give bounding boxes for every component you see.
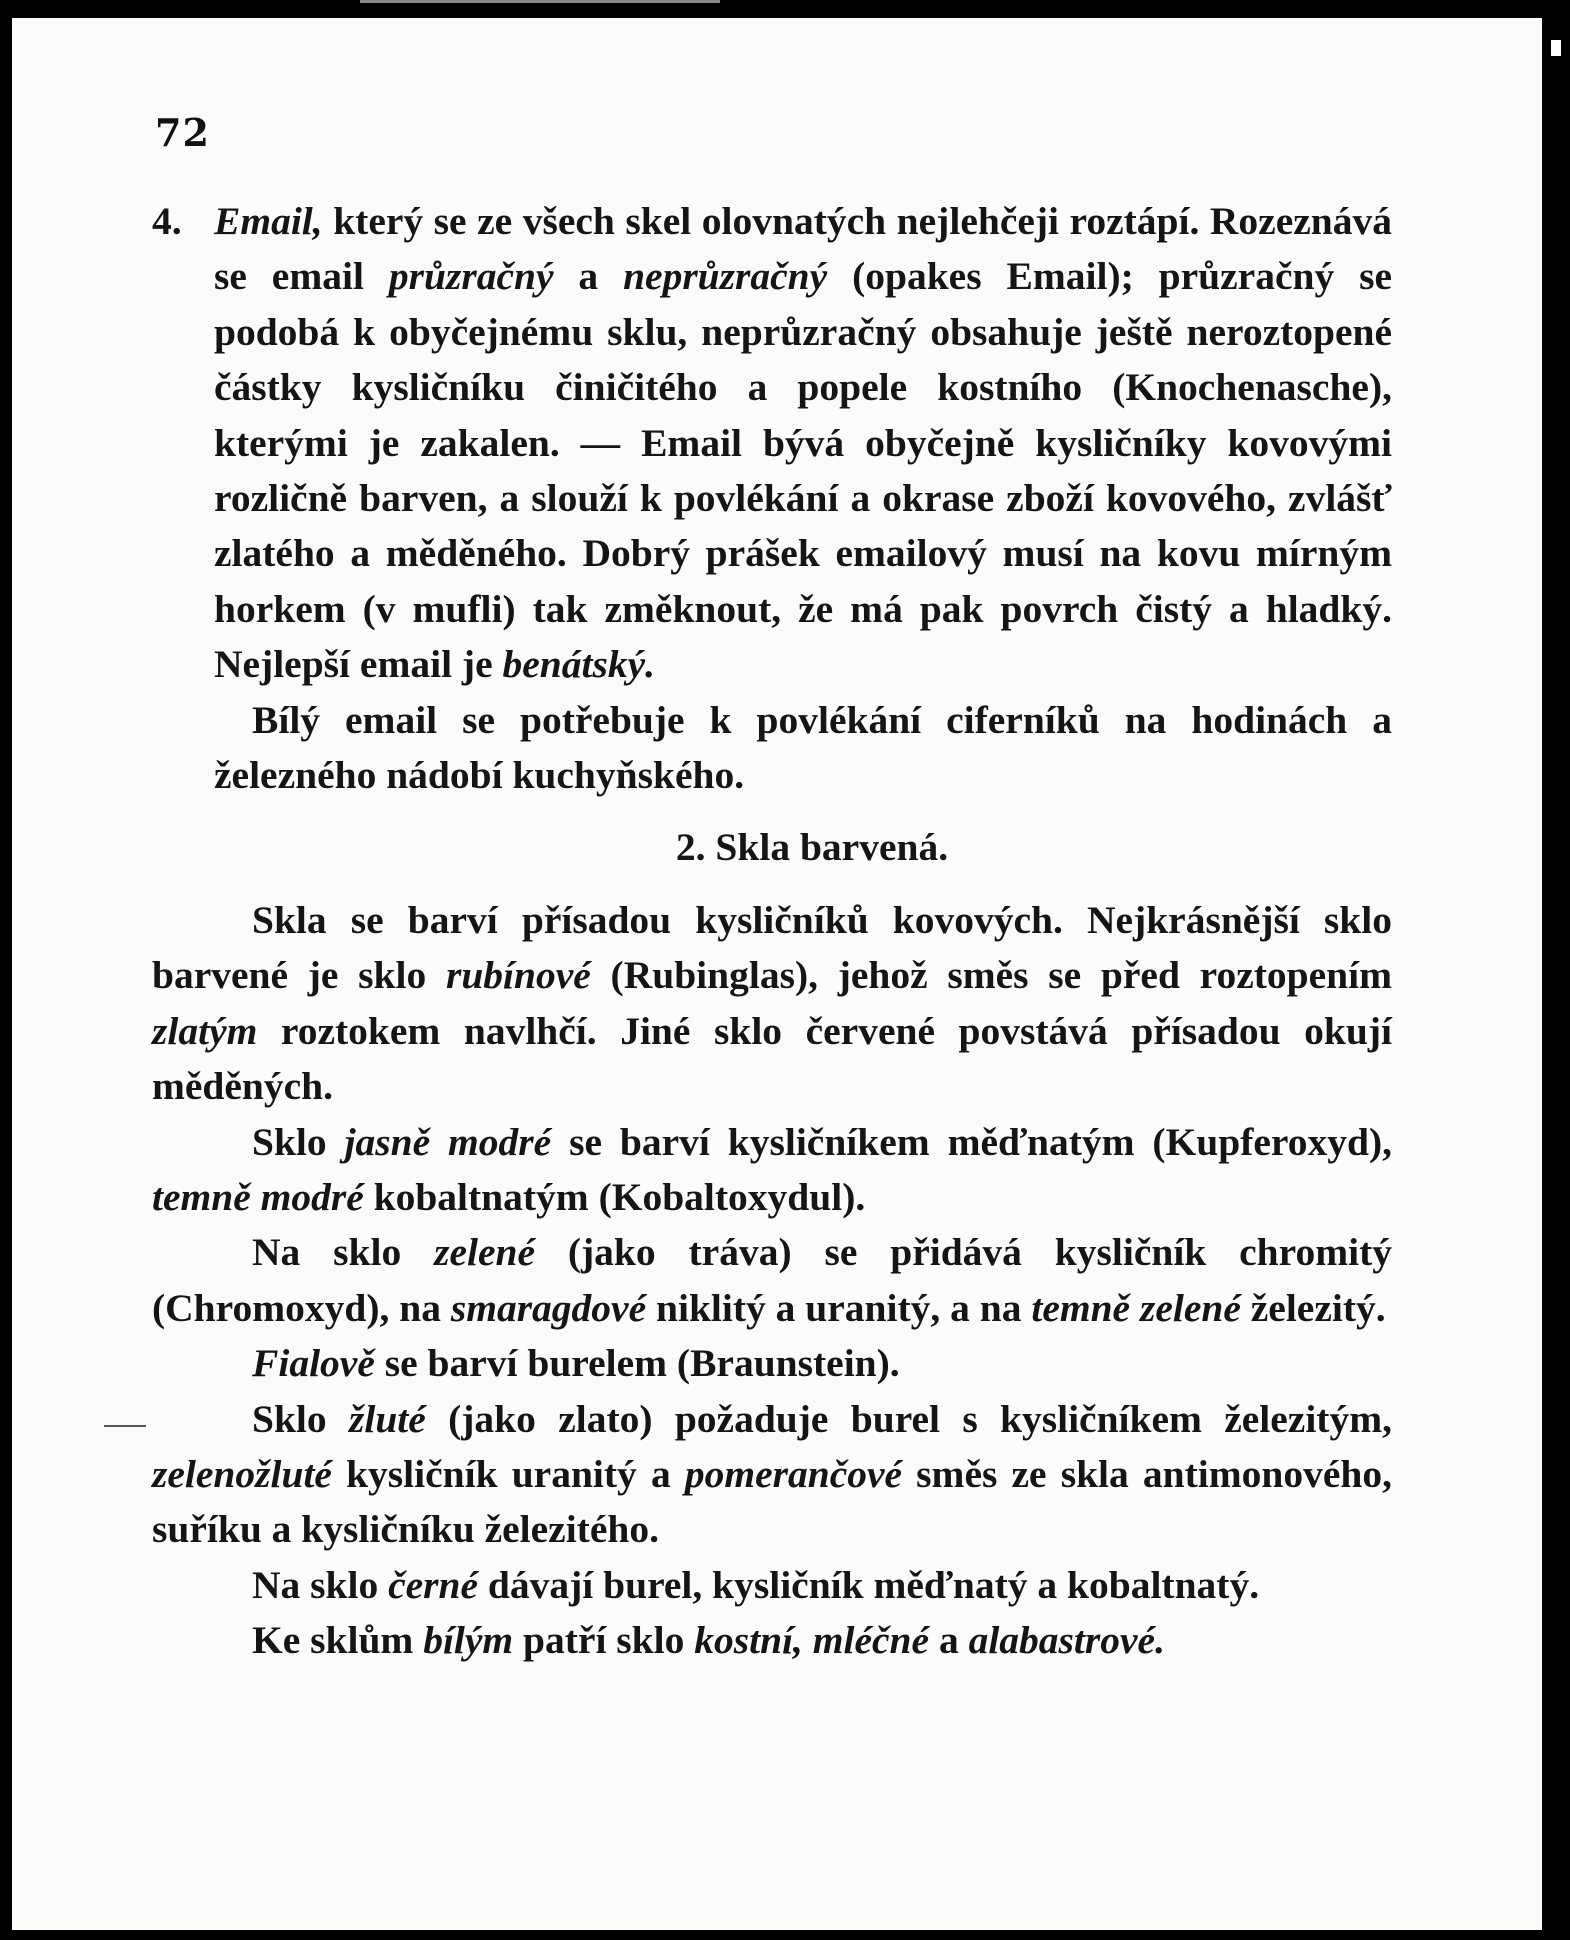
- paragraph: Na sklo zelené (jako tráva) se přidává kysličník chromitý (Chromoxyd), na smaragdové niklitý a uranitý, a na temně zelené železitý.: [152, 1230, 1392, 1330]
- margin-mark: [104, 1425, 146, 1427]
- paragraph: Sklo jasně modré se barví kysličníkem měďnatým (Kupferoxyd), temně modré kobaltnatým (Kobaltoxydul).: [152, 1119, 1392, 1219]
- paragraph: Email, který se ze všech skel olovnatých nejlehčeji roztápí. Rozeznává se email průzračný a neprůzračný (opakes Email); průzračný se podobá k obyčejnému sklu, neprůzračný obsahuje ještě neroztopené částky kysličníku činičitého a popele kostního (Knochenasche), kterými je zakalen. — Email bývá obyčejně kysličníky kovovými rozličně barven, a slouží k povlékání a okrase zboží kovového, zvlášť zlatého a měděného. Dobrý prášek emailový musí na kovu mírným horkem (v mufli) tak změknout, že má pak povrch čistý a hladký. Nejlepší email je benátský.: [214, 199, 1393, 687]
- page-number: 72: [155, 110, 210, 155]
- paragraph: Skla se barví přísadou kysličníků kovových. Nejkrásnější sklo barvené je sklo rubínové (Rubinglas), jehož směs se před roztopením zlatým roztokem navlhčí. Jiné sklo červené povstává přísadou okují měděných.: [152, 897, 1392, 1109]
- corner-mark: [1551, 40, 1561, 56]
- book-page: [12, 18, 1542, 1930]
- page-text: [152, 194, 1392, 1669]
- list-item-body: [214, 194, 1392, 803]
- paragraph: Na sklo černé dávají burel, kysličník měďnatý a kobaltnatý.: [252, 1562, 1260, 1607]
- paragraph: Sklo žluté (jako zlato) požaduje burel s kysličníkem železitým, zelenožluté kysličník uranitý a pomerančové směs ze skla antimonového, suříku a kysličníku železitého.: [152, 1396, 1393, 1552]
- paragraph: Fialově se barví burelem (Braunstein).: [252, 1341, 900, 1386]
- top-edge-line: [360, 0, 720, 3]
- list-item-4: [152, 194, 1392, 803]
- section-heading: 2. Skla barvená.: [675, 825, 949, 870]
- paragraph: Bílý email se potřebuje k povlékání ciferníků na hodinách a železného nádobí kuchyňského.: [214, 697, 1392, 798]
- list-item-number: 4.: [152, 199, 182, 243]
- paragraph: Ke sklům bílým patří sklo kostní, mléčné a alabastrové.: [252, 1618, 1165, 1663]
